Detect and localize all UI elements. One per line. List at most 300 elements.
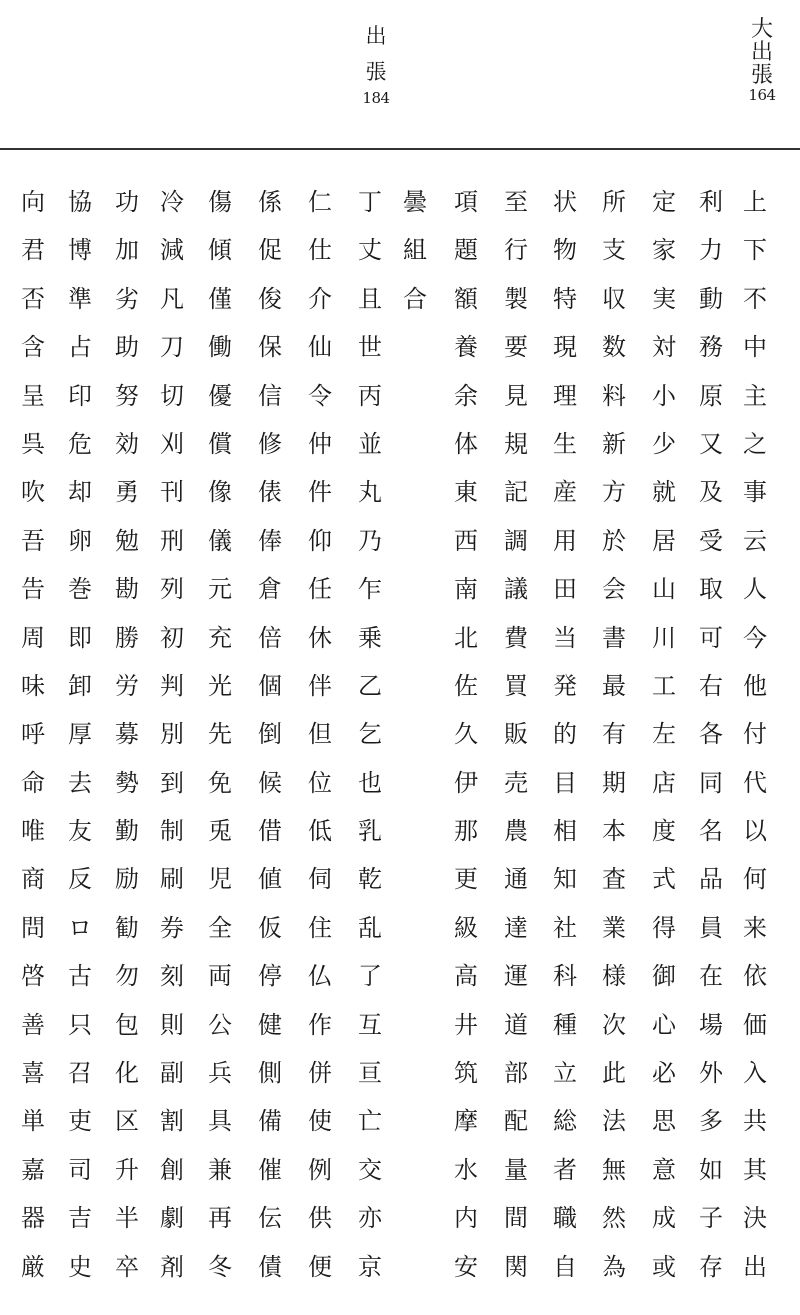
kanji-entry: 冷 xyxy=(160,188,184,216)
kanji-entry: 唯 xyxy=(21,817,45,846)
kanji-entry: 規 xyxy=(504,429,528,458)
kanji-entry: 農 xyxy=(504,817,528,846)
kanji-entry: 売 xyxy=(504,768,528,797)
kanji-entry: 任 xyxy=(308,575,332,604)
kanji-entry: 力 xyxy=(699,236,723,265)
kanji-entry: 在 xyxy=(699,962,723,991)
kanji-entry: 右 xyxy=(699,671,723,700)
kanji-entry: 制 xyxy=(160,817,184,846)
kanji-entry: 勉 xyxy=(115,526,139,555)
kanji-entry: 募 xyxy=(115,720,139,749)
kanji-entry: 卵 xyxy=(68,526,92,555)
kanji-entry: 員 xyxy=(699,913,723,942)
kanji-entry: 元 xyxy=(208,575,232,604)
kanji-entry: 務 xyxy=(699,333,723,362)
kanji-entry: 的 xyxy=(553,720,577,749)
kanji-entry: 亡 xyxy=(358,1107,382,1136)
kanji-entry: 古 xyxy=(68,962,92,991)
kanji-entry: 凡 xyxy=(160,284,184,313)
kanji-entry: 友 xyxy=(68,817,92,846)
kanji-entry: 高 xyxy=(454,962,478,991)
kanji-entry: 決 xyxy=(743,1204,767,1233)
kanji-entry: 亘 xyxy=(358,1059,382,1088)
kanji-entry: 左 xyxy=(652,720,676,749)
kanji-entry: 俸 xyxy=(258,526,282,555)
kanji-entry: 吏 xyxy=(68,1107,92,1136)
kanji-entry: 用 xyxy=(553,526,577,555)
kanji-entry: 僅 xyxy=(208,284,232,313)
kanji-entry: 販 xyxy=(504,720,528,749)
kanji-entry: 即 xyxy=(68,623,92,652)
kanji-entry: 像 xyxy=(208,478,232,507)
kanji-entry: 丈 xyxy=(358,236,382,265)
kanji-entry: 印 xyxy=(68,381,92,410)
kanji-entry: 思 xyxy=(652,1107,676,1136)
kanji-entry: 項 xyxy=(454,188,478,216)
kanji-entry: 列 xyxy=(160,575,184,604)
kanji-entry: 実 xyxy=(652,284,676,313)
kanji-entry: 向 xyxy=(21,188,45,216)
kanji-entry: 買 xyxy=(504,671,528,700)
kanji-entry: 云 xyxy=(743,526,767,555)
kanji-entry: 佐 xyxy=(454,671,478,700)
kanji-entry: 催 xyxy=(258,1155,282,1184)
kanji-entry: 刀 xyxy=(160,333,184,362)
kanji-column xyxy=(298,178,342,1291)
kanji-entry: 部 xyxy=(504,1059,528,1088)
kanji-entry: 家 xyxy=(652,236,676,265)
kanji-entry: 相 xyxy=(553,817,577,846)
kanji-entry: 労 xyxy=(115,671,139,700)
kanji-entry: 人 xyxy=(743,575,767,604)
kanji-entry: 道 xyxy=(504,1010,528,1039)
kanji-entry: 功 xyxy=(115,188,139,216)
kanji-entry: 亦 xyxy=(358,1204,382,1233)
kanji-entry: 刻 xyxy=(160,962,184,991)
kanji-entry: 方 xyxy=(602,478,626,507)
kanji-entry: 保 xyxy=(258,333,282,362)
kanji-entry: 中 xyxy=(743,333,767,362)
kanji-entry: 共 xyxy=(743,1107,767,1136)
kanji-entry: 会 xyxy=(602,575,626,604)
kanji-entry: 入 xyxy=(743,1059,767,1088)
kanji-entry: 別 xyxy=(160,720,184,749)
kanji-entry: 券 xyxy=(160,913,184,942)
kanji-entry: 配 xyxy=(504,1107,528,1136)
kanji-entry: 場 xyxy=(699,1010,723,1039)
kanji-entry: 兵 xyxy=(208,1059,232,1088)
kanji-entry: 那 xyxy=(454,817,478,846)
kanji-entry: 充 xyxy=(208,623,232,652)
kanji-column xyxy=(494,178,538,1291)
kanji-entry: 乗 xyxy=(358,623,382,652)
kanji-entry: 低 xyxy=(308,817,332,846)
kanji-entry: 其 xyxy=(743,1155,767,1184)
kanji-entry: 南 xyxy=(454,575,478,604)
kanji-entry: 丙 xyxy=(358,381,382,410)
kanji-entry: 対 xyxy=(652,333,676,362)
kanji-entry: 博 xyxy=(68,236,92,265)
kanji-entry: 調 xyxy=(504,526,528,555)
kanji-entry: 議 xyxy=(504,575,528,604)
kanji-entry: 勝 xyxy=(115,623,139,652)
header-left-number: 184 xyxy=(362,89,390,107)
kanji-entry: 有 xyxy=(602,720,626,749)
kanji-column xyxy=(444,178,488,1291)
kanji-entry: 子 xyxy=(699,1204,723,1233)
kanji-entry: 劣 xyxy=(115,284,139,313)
kanji-entry: 意 xyxy=(652,1155,676,1184)
kanji-entry: 最 xyxy=(602,671,626,700)
kanji-entry: 支 xyxy=(602,236,626,265)
kanji-entry: 度 xyxy=(652,817,676,846)
kanji-entry: 立 xyxy=(553,1059,577,1088)
header-right-char: 出 xyxy=(750,40,773,65)
kanji-entry: 準 xyxy=(68,284,92,313)
kanji-entry: 見 xyxy=(504,381,528,410)
kanji-entry: 関 xyxy=(504,1252,528,1281)
kanji-column xyxy=(689,178,733,1291)
kanji-entry: 就 xyxy=(652,478,676,507)
kanji-entry: 器 xyxy=(21,1204,45,1233)
kanji-entry: 仰 xyxy=(308,526,332,555)
kanji-entry: 位 xyxy=(308,768,332,797)
kanji-entry: 多 xyxy=(699,1107,723,1136)
kanji-entry: 以 xyxy=(743,817,767,846)
kanji-entry: 冬 xyxy=(208,1252,232,1281)
kanji-entry: 査 xyxy=(602,865,626,894)
kanji-entry: 仏 xyxy=(308,962,332,991)
kanji-entry: 不 xyxy=(743,284,767,313)
kanji-entry: 居 xyxy=(652,526,676,555)
kanji-entry: 先 xyxy=(208,720,232,749)
kanji-entry: 量 xyxy=(504,1155,528,1184)
kanji-entry: 当 xyxy=(553,623,577,652)
kanji-entry: 法 xyxy=(602,1107,626,1136)
kanji-entry: 外 xyxy=(699,1059,723,1088)
kanji-entry: 伊 xyxy=(454,768,478,797)
header-right-char: 大 xyxy=(750,17,773,42)
kanji-entry: 然 xyxy=(602,1204,626,1233)
kanji-entry: 両 xyxy=(208,962,232,991)
kanji-entry: 吾 xyxy=(21,526,45,555)
kanji-entry: 為 xyxy=(602,1252,626,1281)
kanji-entry: 仁 xyxy=(308,188,332,216)
kanji-entry: 可 xyxy=(699,623,723,652)
kanji-column xyxy=(393,178,437,323)
kanji-entry: 川 xyxy=(652,623,676,652)
kanji-entry: 働 xyxy=(208,333,232,362)
header-left-char: 出 xyxy=(365,24,387,48)
kanji-column xyxy=(150,178,194,1291)
kanji-entry: 乞 xyxy=(358,720,382,749)
kanji-entry: 只 xyxy=(68,1010,92,1039)
kanji-entry: 却 xyxy=(68,478,92,507)
kanji-entry: 周 xyxy=(21,623,45,652)
kanji-entry: 京 xyxy=(358,1252,382,1281)
kanji-entry: 自 xyxy=(553,1252,577,1281)
kanji-entry: 東 xyxy=(454,478,478,507)
kanji-entry: 受 xyxy=(699,526,723,555)
kanji-entry: 価 xyxy=(743,1010,767,1039)
kanji-entry: 之 xyxy=(743,429,767,458)
kanji-entry: 係 xyxy=(258,188,282,216)
kanji-entry: 必 xyxy=(652,1059,676,1088)
kanji-entry: 伴 xyxy=(308,671,332,700)
kanji-entry: 喜 xyxy=(21,1059,45,1088)
kanji-entry: 於 xyxy=(602,526,626,555)
kanji-entry: 健 xyxy=(258,1010,282,1039)
kanji-entry: 並 xyxy=(358,429,382,458)
kanji-entry: 又 xyxy=(699,429,723,458)
kanji-entry: 候 xyxy=(258,768,282,797)
kanji-entry: 目 xyxy=(553,768,577,797)
kanji-entry: 件 xyxy=(308,478,332,507)
kanji-entry: 優 xyxy=(208,381,232,410)
kanji-entry: 借 xyxy=(258,817,282,846)
kanji-entry: 併 xyxy=(308,1059,332,1088)
kanji-entry: 問 xyxy=(21,913,45,942)
kanji-entry: 令 xyxy=(308,381,332,410)
kanji-grid xyxy=(0,178,800,1288)
kanji-entry: 間 xyxy=(504,1204,528,1233)
kanji-entry: 更 xyxy=(454,865,478,894)
kanji-entry: 味 xyxy=(21,671,45,700)
kanji-entry: 丁 xyxy=(358,188,382,216)
kanji-entry: 心 xyxy=(652,1010,676,1039)
kanji-entry: 司 xyxy=(68,1155,92,1184)
kanji-entry: 初 xyxy=(160,623,184,652)
kanji-entry: 余 xyxy=(454,381,478,410)
kanji-entry: 山 xyxy=(652,575,676,604)
kanji-entry: 知 xyxy=(553,865,577,894)
kanji-entry: 伺 xyxy=(308,865,332,894)
kanji-entry: 呉 xyxy=(21,429,45,458)
kanji-entry: 工 xyxy=(652,671,676,700)
kanji-entry: 効 xyxy=(115,429,139,458)
kanji-entry: 児 xyxy=(208,865,232,894)
kanji-entry: 仮 xyxy=(258,913,282,942)
kanji-entry: 吹 xyxy=(21,478,45,507)
kanji-entry: 仲 xyxy=(308,429,332,458)
kanji-entry: 住 xyxy=(308,913,332,942)
kanji-entry: 社 xyxy=(553,913,577,942)
kanji-entry: 上 xyxy=(743,188,767,216)
kanji-entry: 内 xyxy=(454,1204,478,1233)
header-right-number: 164 xyxy=(748,86,776,104)
kanji-entry: 原 xyxy=(699,381,723,410)
kanji-entry: 作 xyxy=(308,1010,332,1039)
kanji-entry: 乾 xyxy=(358,865,382,894)
kanji-entry: 記 xyxy=(504,478,528,507)
kanji-entry: 交 xyxy=(358,1155,382,1184)
kanji-entry: 北 xyxy=(454,623,478,652)
kanji-entry: 体 xyxy=(454,429,478,458)
kanji-entry: 劇 xyxy=(160,1204,184,1233)
kanji-entry: 費 xyxy=(504,623,528,652)
kanji-entry: 田 xyxy=(553,575,577,604)
kanji-entry: 勿 xyxy=(115,962,139,991)
kanji-entry: 嘉 xyxy=(21,1155,45,1184)
kanji-entry: 存 xyxy=(699,1252,723,1281)
kanji-entry: 如 xyxy=(699,1155,723,1184)
kanji-entry: 倍 xyxy=(258,623,282,652)
kanji-entry: 兼 xyxy=(208,1155,232,1184)
kanji-entry: 債 xyxy=(258,1252,282,1281)
header-right xyxy=(742,18,782,104)
kanji-entry: 加 xyxy=(115,236,139,265)
kanji-entry: 単 xyxy=(21,1107,45,1136)
kanji-entry: 付 xyxy=(743,720,767,749)
kanji-entry: 区 xyxy=(115,1107,139,1136)
kanji-entry: 少 xyxy=(652,429,676,458)
kanji-column xyxy=(248,178,292,1291)
kanji-entry: 物 xyxy=(553,236,577,265)
kanji-entry: 具 xyxy=(208,1107,232,1136)
kanji-entry: 科 xyxy=(553,962,577,991)
kanji-entry: 来 xyxy=(743,913,767,942)
kanji-entry: 包 xyxy=(115,1010,139,1039)
kanji-entry: 値 xyxy=(258,865,282,894)
kanji-entry: 発 xyxy=(553,671,577,700)
kanji-entry: 含 xyxy=(21,333,45,362)
kanji-entry: 乃 xyxy=(358,526,382,555)
kanji-entry: 免 xyxy=(208,768,232,797)
kanji-entry: 安 xyxy=(454,1252,478,1281)
kanji-entry: 厳 xyxy=(21,1252,45,1281)
kanji-entry: 此 xyxy=(602,1059,626,1088)
kanji-entry: 呈 xyxy=(21,381,45,410)
header-left xyxy=(356,18,396,107)
kanji-column xyxy=(348,178,392,1291)
kanji-entry: 製 xyxy=(504,284,528,313)
kanji-entry: 名 xyxy=(699,817,723,846)
kanji-entry: 割 xyxy=(160,1107,184,1136)
kanji-entry: 数 xyxy=(602,333,626,362)
kanji-entry: 職 xyxy=(553,1204,577,1233)
kanji-entry: 仙 xyxy=(308,333,332,362)
kanji-entry: 達 xyxy=(504,913,528,942)
kanji-entry: 側 xyxy=(258,1059,282,1088)
kanji-entry: 何 xyxy=(743,865,767,894)
kanji-entry: 組 xyxy=(403,236,427,265)
kanji-entry: 仕 xyxy=(308,236,332,265)
kanji-entry: 升 xyxy=(115,1155,139,1184)
kanji-entry: 乙 xyxy=(358,671,382,700)
kanji-entry: 式 xyxy=(652,865,676,894)
kanji-entry: 否 xyxy=(21,284,45,313)
kanji-entry: 史 xyxy=(68,1252,92,1281)
kanji-entry: 題 xyxy=(454,236,478,265)
kanji-column xyxy=(105,178,149,1291)
kanji-entry: 勤 xyxy=(115,817,139,846)
kanji-entry: 様 xyxy=(602,962,626,991)
kanji-entry: 占 xyxy=(68,333,92,362)
kanji-entry: 合 xyxy=(403,284,427,313)
kanji-entry: 摩 xyxy=(454,1107,478,1136)
kanji-entry: 了 xyxy=(358,962,382,991)
kanji-entry: 井 xyxy=(454,1010,478,1039)
kanji-entry: 或 xyxy=(652,1252,676,1281)
kanji-column xyxy=(11,178,55,1291)
kanji-entry: 俊 xyxy=(258,284,282,313)
kanji-entry: 公 xyxy=(208,1010,232,1039)
kanji-entry: 俵 xyxy=(258,478,282,507)
kanji-entry: 商 xyxy=(21,865,45,894)
kanji-entry: 傾 xyxy=(208,236,232,265)
kanji-entry: 儀 xyxy=(208,526,232,555)
kanji-entry: 特 xyxy=(553,284,577,313)
kanji-entry: 期 xyxy=(602,768,626,797)
kanji-entry: 動 xyxy=(699,284,723,313)
kanji-entry: 卒 xyxy=(115,1252,139,1281)
kanji-entry: 也 xyxy=(358,768,382,797)
kanji-entry: 減 xyxy=(160,236,184,265)
header-divider xyxy=(0,148,800,150)
kanji-entry: 助 xyxy=(115,333,139,362)
kanji-entry: 且 xyxy=(358,284,382,313)
kanji-entry: 乍 xyxy=(358,575,382,604)
kanji-entry: 介 xyxy=(308,284,332,313)
kanji-entry: 反 xyxy=(68,865,92,894)
kanji-entry: 励 xyxy=(115,865,139,894)
kanji-entry: 各 xyxy=(699,720,723,749)
header-right-char: 張 xyxy=(750,63,773,88)
kanji-entry: 曇 xyxy=(403,188,427,216)
kanji-entry: 兎 xyxy=(208,817,232,846)
kanji-entry: 到 xyxy=(160,768,184,797)
kanji-entry: 乳 xyxy=(358,817,382,846)
kanji-entry: 乱 xyxy=(358,913,382,942)
kanji-entry: 刈 xyxy=(160,429,184,458)
kanji-entry: 去 xyxy=(68,768,92,797)
kanji-entry: 代 xyxy=(743,768,767,797)
kanji-entry: 理 xyxy=(553,381,577,410)
kanji-column xyxy=(58,178,102,1291)
kanji-entry: 現 xyxy=(553,333,577,362)
kanji-entry: 使 xyxy=(308,1107,332,1136)
kanji-entry: 便 xyxy=(308,1252,332,1281)
kanji-entry: 料 xyxy=(602,381,626,410)
kanji-entry: 剤 xyxy=(160,1252,184,1281)
kanji-entry: 通 xyxy=(504,865,528,894)
kanji-entry: 協 xyxy=(68,188,92,216)
kanji-entry: 勧 xyxy=(115,913,139,942)
kanji-entry: 傷 xyxy=(208,188,232,216)
kanji-entry: 勇 xyxy=(115,478,139,507)
kanji-entry: 勘 xyxy=(115,575,139,604)
kanji-entry: 備 xyxy=(258,1107,282,1136)
kanji-column xyxy=(733,178,777,1291)
kanji-entry: 至 xyxy=(504,188,528,216)
kanji-column xyxy=(543,178,587,1291)
kanji-entry: 出 xyxy=(743,1252,767,1281)
kanji-entry: 切 xyxy=(160,381,184,410)
kanji-entry: 光 xyxy=(208,671,232,700)
kanji-entry: 促 xyxy=(258,236,282,265)
kanji-entry: 善 xyxy=(21,1010,45,1039)
kanji-entry: 及 xyxy=(699,478,723,507)
kanji-entry: 危 xyxy=(68,429,92,458)
kanji-entry: 状 xyxy=(553,188,577,216)
kanji-entry: 業 xyxy=(602,913,626,942)
kanji-entry: 得 xyxy=(652,913,676,942)
kanji-entry: 副 xyxy=(160,1059,184,1088)
kanji-entry: 依 xyxy=(743,962,767,991)
kanji-entry: 判 xyxy=(160,671,184,700)
kanji-entry: 修 xyxy=(258,429,282,458)
kanji-entry: 但 xyxy=(308,720,332,749)
